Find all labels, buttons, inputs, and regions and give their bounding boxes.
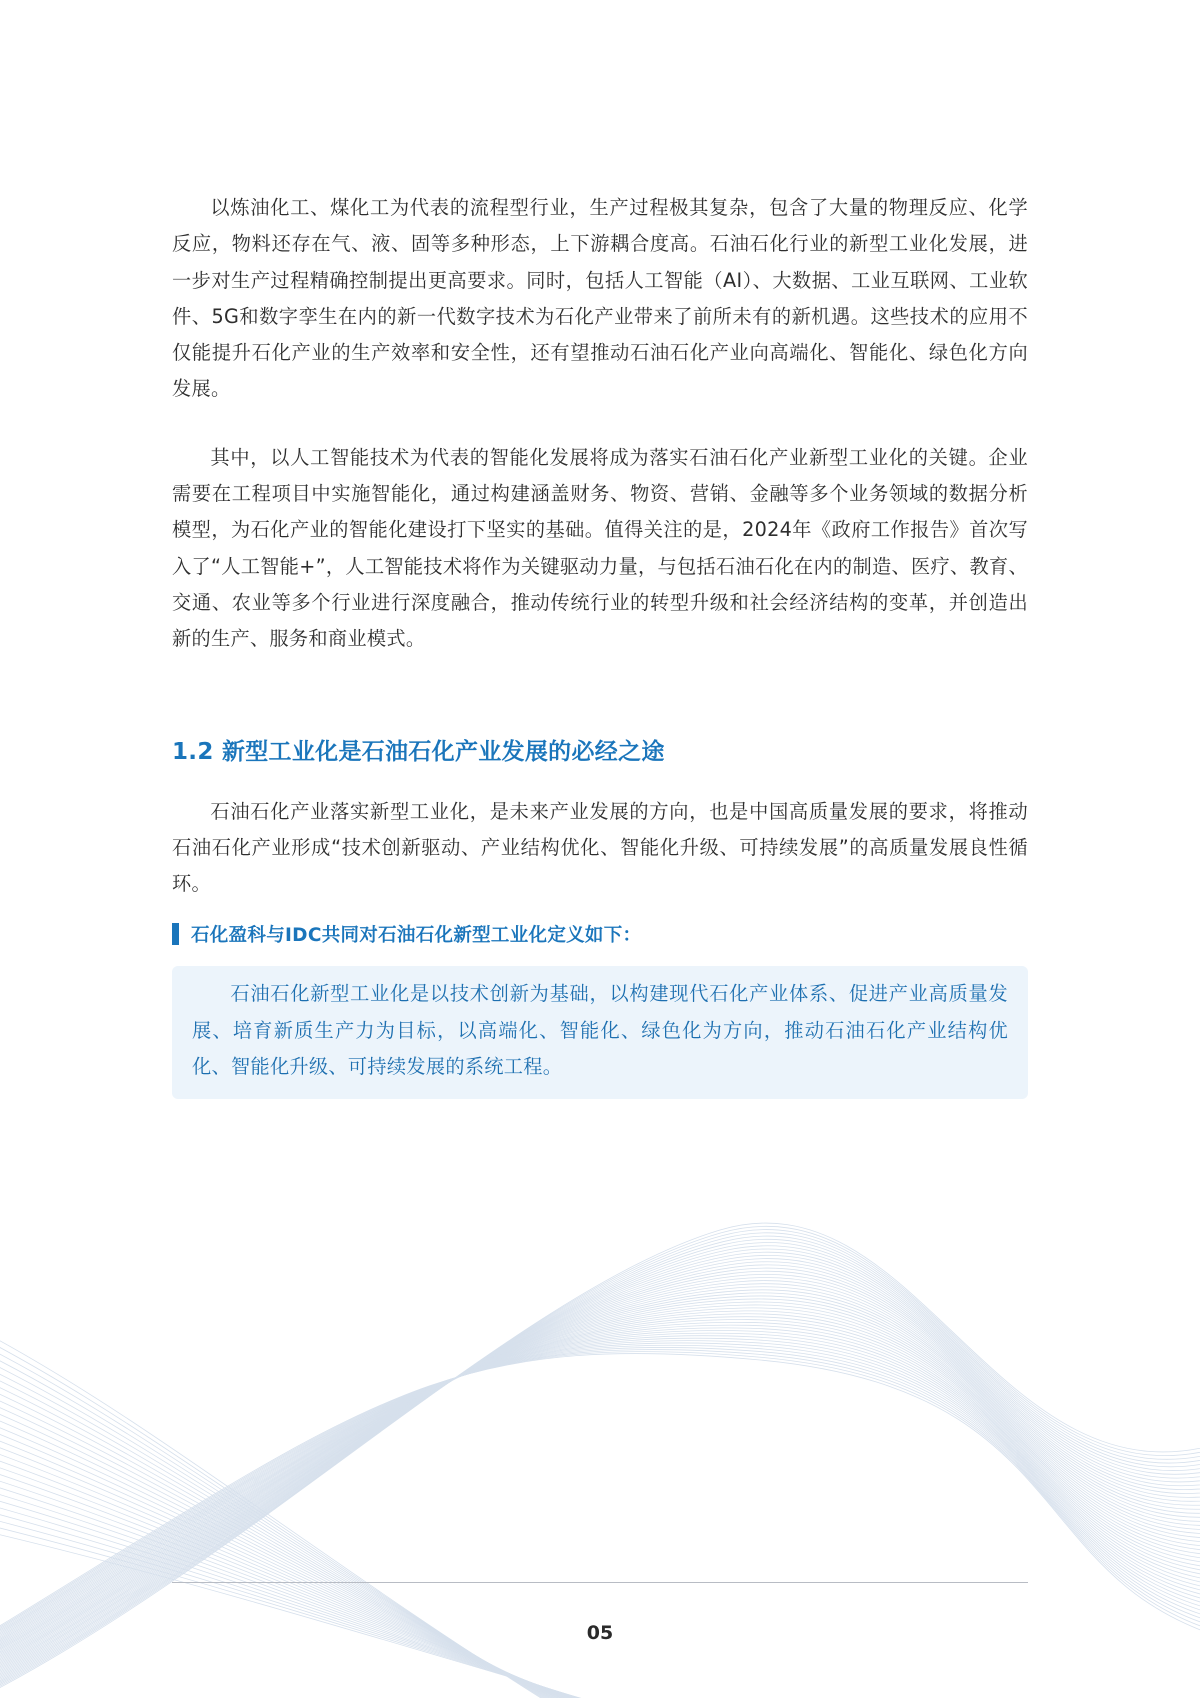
wave-line xyxy=(0,1262,1200,1682)
wave-line xyxy=(0,1302,1200,1665)
wave-line xyxy=(0,1314,1200,1660)
wave-line xyxy=(0,1333,1200,1650)
wave-line xyxy=(0,1284,1200,1673)
definition-text: 石油石化新型工业化是以技术创新为基础，以构建现代石化产业体系、促进产业高质量发展、培育新质生产力为目标，以高端化、智能化、绿色化为方向，推动石油石化产业结构优化、智能化升级、可持续发展的系统工程。 xyxy=(192,982,1008,1079)
wave-line xyxy=(0,1489,608,1698)
wave-line xyxy=(0,1475,603,1698)
wave-line xyxy=(0,1392,579,1698)
wave-line xyxy=(0,1352,1200,1640)
wave-line xyxy=(0,1371,572,1698)
wave-line xyxy=(0,1413,585,1698)
page-number: 05 xyxy=(586,1622,614,1644)
wave-line xyxy=(0,1516,616,1698)
wave-line xyxy=(0,1296,1200,1667)
wave-line xyxy=(0,1358,568,1698)
wave-line xyxy=(0,1281,1200,1674)
wave-line xyxy=(0,1406,583,1698)
definition-box xyxy=(172,966,1028,1099)
wave-line xyxy=(0,1255,1200,1684)
wave-line xyxy=(0,1290,1200,1670)
wave-line xyxy=(0,1399,581,1698)
wave-line xyxy=(0,1338,1200,1647)
wave-line xyxy=(0,1271,1200,1678)
wave-line xyxy=(0,1378,574,1698)
wave-line xyxy=(0,1461,599,1698)
wave-line xyxy=(0,1502,612,1698)
wave-line xyxy=(0,1308,1200,1662)
wave-line xyxy=(0,1345,1200,1643)
wave-line xyxy=(0,1331,1200,1652)
wave-line xyxy=(0,1496,610,1698)
wave-line xyxy=(0,1385,577,1698)
wave-line xyxy=(0,1274,1200,1676)
wave-line xyxy=(0,1482,606,1698)
wave-line xyxy=(0,1320,1200,1657)
wave-line xyxy=(0,1351,566,1698)
definition-subheading xyxy=(172,922,1028,946)
wave-line xyxy=(0,1343,1200,1645)
wave-line xyxy=(0,1328,1200,1653)
wave-line xyxy=(0,1299,1200,1666)
wave-line xyxy=(0,1530,620,1698)
wave-line xyxy=(0,1353,1200,1640)
wave-line xyxy=(0,1341,1200,1646)
subheading-label: 石化盈科与IDC共同对石油石化新型工业化定义如下： xyxy=(191,925,642,947)
subheading-accent-bar xyxy=(172,923,179,945)
wave-line xyxy=(0,1433,591,1698)
wave-line xyxy=(0,1322,1200,1655)
wave-line xyxy=(0,1447,595,1698)
wave-line xyxy=(0,1344,564,1698)
intro-paragraph-1: 以炼油化工、煤化工为代表的流程型行业，生产过程极其复杂，包含了大量的物理反应、化学反应，物料还存在气、液、固等多种形态，上下游耦合度高。石油石化行业的新型工业化发展，进一步对生产过程精确控制提出更高要求。同时，包括人工智能（AI）、大数据、工业互联网、工业软件、5G和数字孪生在内的新一代数字技术为石化产业带来了前所未有的新机遇。这些技术的应用不仅能提升石化产业的生产效率和安全性，还有望推动石油石化产业向高端化、智能化、绿色化方向发展。 xyxy=(172,196,1028,401)
wave-line xyxy=(0,1427,589,1698)
wave-line xyxy=(0,1420,587,1698)
wave-line xyxy=(0,1364,570,1698)
wave-line xyxy=(0,1349,1200,1640)
footer-divider xyxy=(172,1582,1028,1583)
wave-line xyxy=(0,1305,1200,1663)
wave-line xyxy=(0,1287,1200,1672)
intro-paragraph-2: 其中，以人工智能技术为代表的智能化发展将成为落实石油石化产业新型工业化的关键。企业需要在工程项目中实施智能化，通过构建涵盖财务、物资、营销、金融等多个业务领域的数据分析模型，为石化产业的智能化建设打下坚实的基础。值得关注的是，2024年《政府工作报告》首次写入了“人工智能+”，人工智能技术将作为关键驱动力量，与包括石油石化在内的制造、医疗、教育、交通、农业等多个行业进行深度融合，推动传统行业的转型升级和社会经济结构的变革，并创造出新的生产、服务和商业模式。 xyxy=(172,445,1028,651)
wave-line xyxy=(0,1523,618,1698)
wave-line xyxy=(0,1293,1200,1669)
wave-line xyxy=(0,1336,1200,1649)
wave-line xyxy=(0,1454,597,1698)
section-paragraph: 石油石化产业落实新型工业化，是未来产业发展的方向，也是中国高质量发展的要求，将推动石油石化产业形成“技术创新驱动、产业结构优化、智能化升级、可持续发展”的高质量发展良性循环。 xyxy=(172,799,1028,896)
wave-line xyxy=(0,1277,1200,1675)
main-content xyxy=(172,190,1028,1099)
wave-line xyxy=(0,1440,593,1698)
wave-line xyxy=(0,1311,1200,1661)
wave-line xyxy=(0,1509,614,1698)
wave-line xyxy=(0,1265,1200,1681)
wave-line xyxy=(0,1259,1200,1684)
wave-line xyxy=(0,1325,1200,1654)
section-heading: 1.2 新型工业化是石油石化产业发展的必经之途 xyxy=(172,738,665,765)
wave-line xyxy=(0,1268,1200,1679)
wave-line xyxy=(0,1317,1200,1658)
wave-line xyxy=(0,1347,1200,1642)
wave-line xyxy=(0,1252,1200,1686)
